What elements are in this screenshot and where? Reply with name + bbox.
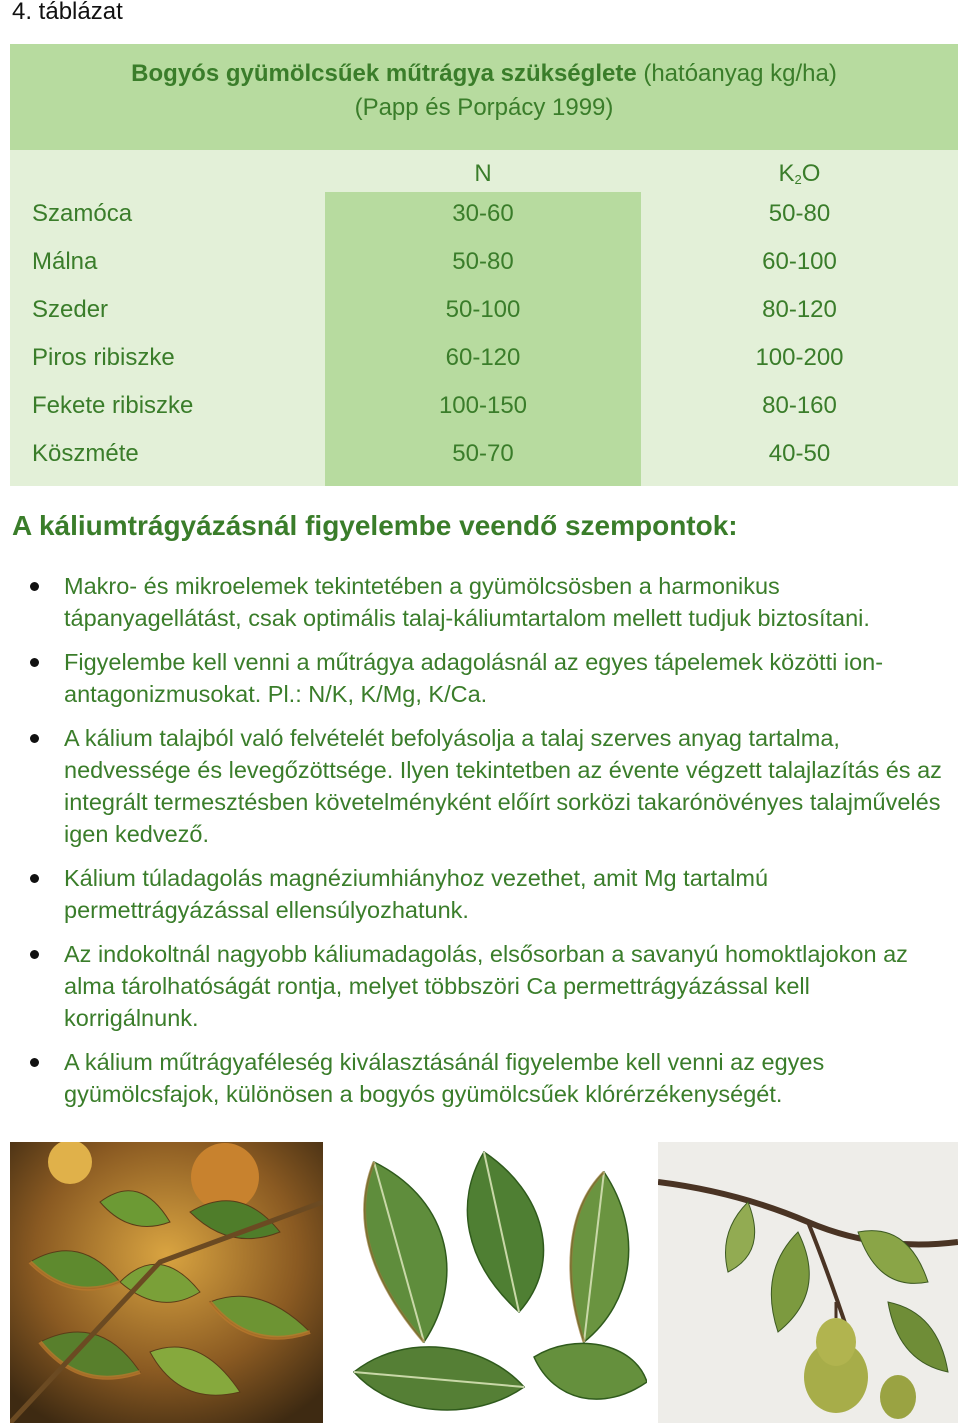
- table-number-label: 4. táblázat: [12, 0, 123, 25]
- crop-name: Köszméte: [32, 440, 139, 467]
- bullet-icon: [30, 950, 39, 959]
- table-title-unit: (hatóanyag kg/ha): [643, 60, 837, 87]
- table-row: [10, 192, 958, 240]
- leaves-photo: [334, 1142, 647, 1423]
- n-value: 50-70: [452, 440, 514, 467]
- crop-name: Szeder: [32, 296, 109, 323]
- list-item: [30, 570, 945, 634]
- bullet-icon: [30, 658, 39, 667]
- table-row: [10, 384, 958, 432]
- leaves-illustration: [334, 1142, 647, 1423]
- list-item-text: Makro- és mikroelemek tekintetében a gyümölcsösben a harmonikus tápanyagellátást, csak optimális talaj-káliumtartalom mellett tudjuk biztosítani.: [64, 573, 870, 631]
- table-source: (Papp és Porpácy 1999): [354, 94, 614, 121]
- k2o-value: 80-160: [762, 392, 837, 419]
- k2o-value: 60-100: [762, 248, 837, 275]
- pear-branch-illustration: [658, 1142, 958, 1423]
- table-title-block: [10, 44, 958, 150]
- pear-branch-photo: [658, 1142, 958, 1423]
- k2o-value: 40-50: [768, 440, 831, 467]
- list-item: [30, 862, 945, 926]
- bullet-icon: [30, 1058, 39, 1067]
- header-n: N: [474, 160, 492, 187]
- n-value: 30-60: [452, 200, 514, 227]
- considerations-list: [30, 570, 945, 1122]
- leaf-scorch-photo: [10, 1142, 323, 1423]
- list-item: [30, 722, 945, 850]
- list-item-text: A kálium talajból való felvételét befolyásolja a talaj szerves anyag tartalma, nedvessége és levegőzöttsége. Ilyen tekintetben az évente végzett talajlazítás és az integrált termesztésben követelményként előírt sorközi takarónövényes talajművelés igen kedvező.: [64, 725, 942, 847]
- section-heading: A káliumtrágyázásnál figyelembe veendő szempontok:: [12, 510, 738, 541]
- crop-name: Piros ribiszke: [32, 344, 175, 371]
- table-title-bold: Bogyós gyümölcsűek műtrágya szükséglete: [131, 60, 637, 87]
- header-k2o: $K_2O$: [778, 160, 821, 187]
- n-value: 100-150: [438, 392, 528, 419]
- crop-name: Szamóca: [32, 200, 133, 227]
- table-row: [10, 432, 958, 480]
- list-item: [30, 938, 945, 1034]
- table-row: [10, 288, 958, 336]
- crop-name: Fekete ribiszke: [32, 392, 194, 419]
- list-item-text: A kálium műtrágyaféleség kiválasztásánál figyelembe kell venni az egyes gyümölcsfajok, különösen a bogyós gyümölcsűek klórérzékenységét.: [64, 1049, 825, 1107]
- bullet-icon: [30, 734, 39, 743]
- list-item: [30, 1046, 945, 1110]
- table-row: [10, 240, 958, 288]
- bullet-icon: [30, 874, 39, 883]
- fertilizer-table: [10, 150, 958, 486]
- leaf-scorch-illustration: [10, 1142, 323, 1423]
- n-value: 60-120: [445, 344, 521, 371]
- list-item: [30, 646, 945, 710]
- list-item-text: Figyelembe kell venni a műtrágya adagolásnál az egyes tápelemek közötti ion-antagonizmusokat. Pl.: N/K, K/Mg, K/Ca.: [64, 649, 884, 707]
- crop-name: Málna: [32, 248, 98, 275]
- list-item-text: Az indokoltnál nagyobb káliumadagolás, elsősorban a savanyú homoktlajokon az alma tárolhatóságát rontja, melyet többszöri Ca permettrágyázással kell korrigálnunk.: [64, 941, 908, 1031]
- n-value: 50-80: [452, 248, 514, 275]
- k2o-value: 80-120: [762, 296, 837, 323]
- table-row: [10, 336, 958, 384]
- k2o-value: 50-80: [768, 200, 831, 227]
- list-item-text: Kálium túladagolás magnéziumhiányhoz vezethet, amit Mg tartalmú permettrágyázással ellensúlyozhatunk.: [64, 865, 769, 923]
- n-value: 50-100: [445, 296, 521, 323]
- bullet-icon: [30, 582, 39, 591]
- table-title: [10, 60, 958, 88]
- k2o-value: 100-200: [755, 344, 844, 371]
